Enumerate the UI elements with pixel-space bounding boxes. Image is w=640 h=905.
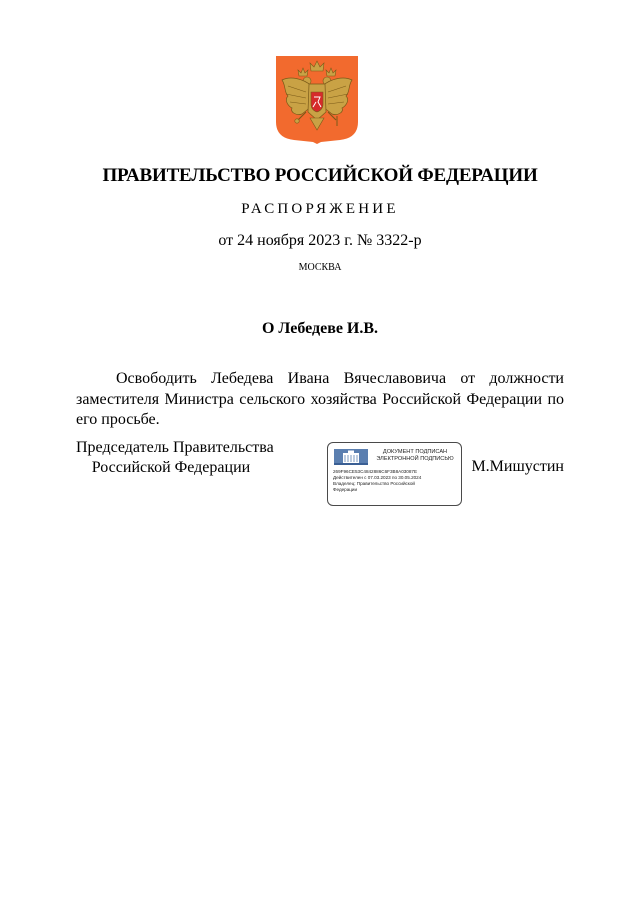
stamp-validity: Действителен с 07.03.2023 по 30.05.2024 (333, 475, 422, 480)
signer-title (76, 438, 274, 478)
signer-title-line-1: Председатель Правительства (76, 439, 274, 456)
signer-name: М.Мишустин (471, 458, 564, 475)
document-date-number: от 24 ноября 2023 г. № 3322-р (218, 232, 422, 249)
document-body: Освободить Лебедева Ивана Вячеславовича от должности заместителя Министра сельского хозяйства Российской Федерации по его просьбе. (76, 370, 564, 428)
stamp-heading (372, 449, 458, 463)
government-building-icon (334, 449, 368, 465)
document-type: РАСПОРЯЖЕНИЕ (241, 201, 399, 217)
stamp-certificate: 269F96CE53C4842886C6F3B8A03087E (333, 469, 418, 474)
stamp-owner-line-2: Федерации (333, 487, 358, 492)
stamp-owner-line-1: Владелец: Правительство Российской (333, 481, 415, 486)
coat-of-arms-emblem (276, 56, 358, 144)
government-title: ПРАВИТЕЛЬСТВО РОССИЙСКОЙ ФЕДЕРАЦИИ (102, 165, 538, 186)
stamp-details (333, 469, 459, 493)
signer-title-line-2: Российской Федерации (91, 459, 251, 476)
stamp-heading-line-1: ДОКУМЕНТ ПОДПИСАН (382, 449, 448, 455)
electronic-signature-stamp (327, 442, 462, 506)
document-city: МОСКВА (298, 262, 342, 273)
document-subject: О Лебедеве И.В. (261, 320, 379, 337)
stamp-heading-line-2: ЭЛЕКТРОННОЙ ПОДПИСЬЮ (376, 456, 454, 462)
